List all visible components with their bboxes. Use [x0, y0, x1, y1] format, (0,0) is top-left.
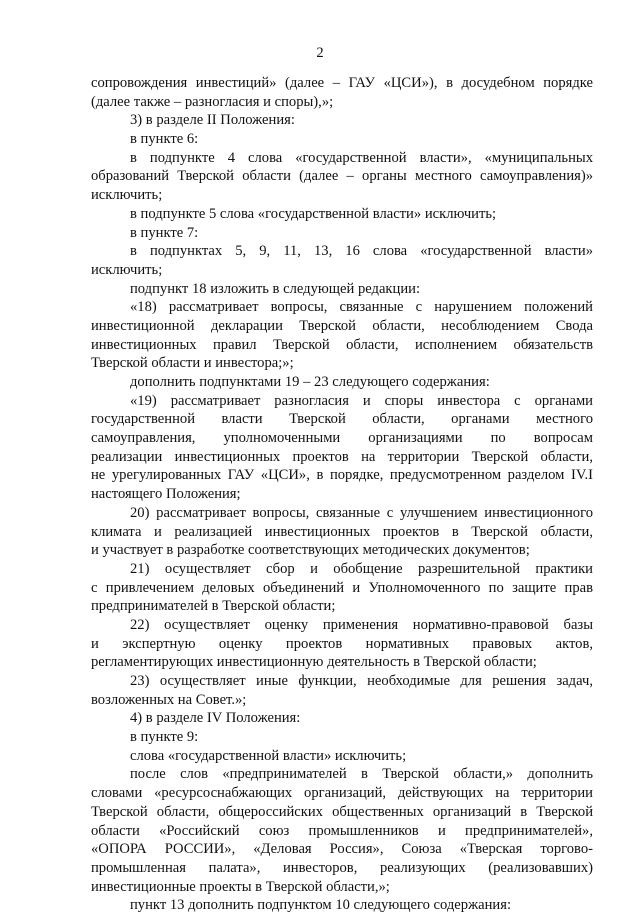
text-line: в пункте 9:: [130, 729, 199, 746]
text-line: сопровождения инвестиций» (далее – ГАУ «ЦСИ»), в досудебном порядке: [91, 75, 593, 91]
text-line: образований Тверской области (далее – органы местного самоуправления)»: [91, 168, 593, 185]
text-line: настоящего Положения;: [91, 486, 241, 503]
text-line: 23) осуществляет иные функции, необходимые для решения задач,: [130, 673, 593, 689]
text-line: промышленная палата», инвесторов, реализующих (реализовавших): [91, 859, 593, 876]
text-line: дополнить подпунктами 19 – 23 следующего содержания:: [130, 374, 490, 390]
text-line: исключить;: [91, 187, 163, 204]
text-line: самоуправления, уполномоченными организациями по вопросам: [91, 430, 593, 447]
text-line: «ОПОРА РОССИИ», «Деловая Россия», Союза «Тверская торгово-: [91, 841, 593, 858]
text-line: климата и реализацией инвестиционных проектов в Тверской области,: [91, 523, 593, 540]
text-line: государственной власти Тверской области, органами местного: [91, 411, 593, 428]
text-line: 22) осуществляет оценку применения нормативно-правовой базы: [130, 616, 593, 633]
text-line: подпункт 18 изложить в следующей редакции:: [130, 280, 421, 297]
text-line: 20) рассматривает вопросы, связанные с улучшением инвестиционного: [130, 504, 593, 521]
text-line: возложенных на Совет.»;: [91, 691, 247, 708]
text-line: (далее также – разногласия и споры),»;: [91, 93, 334, 110]
text-line: инвестиционные проекты в Тверской области,»;: [91, 878, 390, 895]
text-line: в подпункте 5 слова «государственной власти» исключить;: [130, 205, 497, 222]
document-body: [91, 74, 593, 915]
text-line: не урегулированных ГАУ «ЦСИ», в порядке, предусмотренном разделом IV.I: [91, 467, 593, 484]
page-number: 2: [316, 45, 324, 61]
text-line: в подпунктах 5, 9, 11, 13, 16 слова «государственной власти»: [130, 243, 593, 260]
text-line: реализации инвестиционных проектов на территории Тверской области,: [91, 448, 593, 465]
text-line: «18) рассматривает вопросы, связанные с нарушением положений: [130, 299, 593, 316]
text-line: в пункте 7:: [130, 224, 199, 241]
text-line: исключить;: [91, 261, 163, 278]
text-line: с привлечением деловых объединений и Уполномоченного по защите прав: [91, 579, 593, 596]
text-line: пункт 13 дополнить подпунктом 10 следующего содержания:: [130, 897, 512, 914]
text-line: в пункте 6:: [130, 131, 199, 148]
text-line: 21) осуществляет сбор и обобщение разрешительной практики: [130, 560, 593, 577]
text-line: после слов «предпринимателей в Тверской области,» дополнить: [130, 766, 593, 783]
text-line: в подпункте 4 слова «государственной власти», «муниципальных: [130, 149, 593, 166]
text-line: предпринимателей в Тверской области;: [91, 598, 336, 615]
text-line: и экспертную оценку проектов нормативных правовых актов,: [91, 635, 593, 652]
text-line: «19) рассматривает разногласия и споры инвестора с органами: [130, 392, 593, 409]
text-line: 3) в разделе II Положения:: [130, 112, 295, 129]
text-line: Тверской области и инвестора;»;: [91, 355, 294, 372]
text-line: регламентирующих инвестиционную деятельность в Тверской области;: [91, 654, 537, 671]
text-line: словами «ресурсоснабжающих организаций, действующих на территории: [91, 785, 593, 802]
text-line: области «Российский союз промышленников и предпринимателей»,: [91, 822, 593, 839]
text-line: слова «государственной власти» исключить;: [130, 747, 407, 764]
text-line: инвестиционной декларации Тверской области, несоблюдением Свода: [91, 317, 593, 334]
text-line: Тверской области, общероссийских общественных организаций в Тверской: [91, 803, 593, 820]
text-line: 4) в разделе IV Положения:: [130, 710, 301, 727]
text-line: инвестиционных правил Тверской области, исполнением обязательств: [91, 336, 593, 353]
text-line: и участвует в разработке соответствующих методических документов;: [91, 542, 530, 559]
